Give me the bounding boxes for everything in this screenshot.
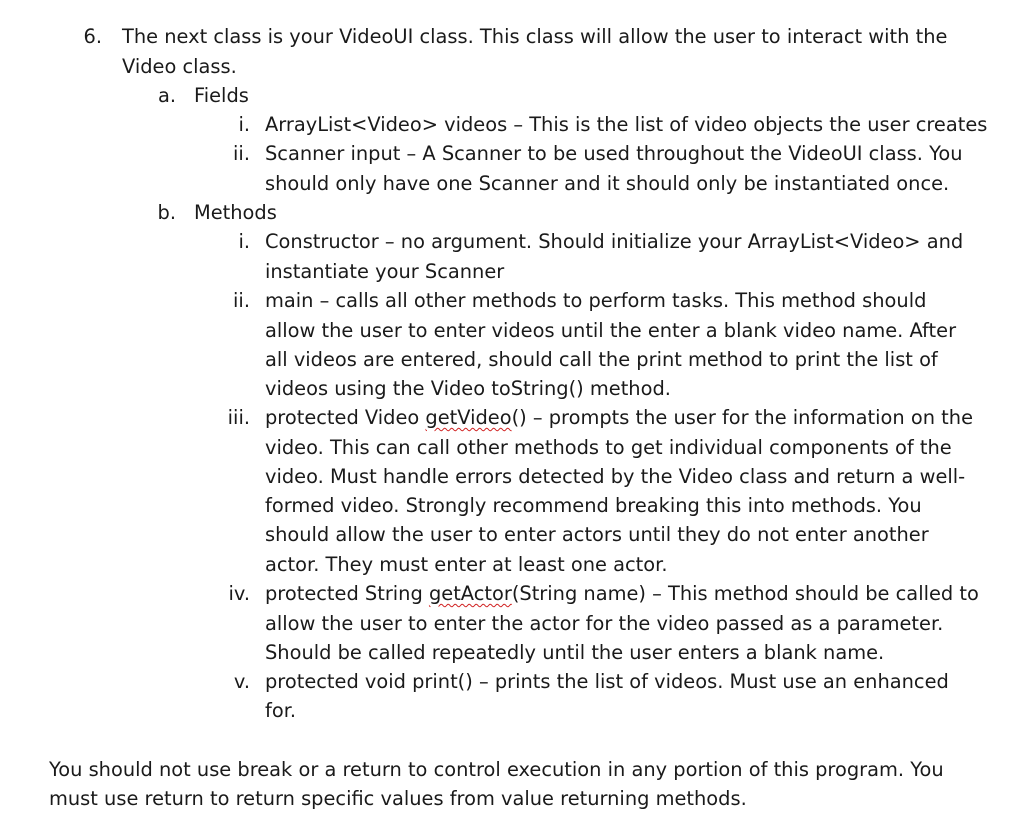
methods-item-3-line-1 (265, 405, 973, 431)
fields-item-2-line-1: Scanner input – A Scanner to be used throughout the VideoUI class. You (265, 142, 963, 165)
methods-item-2-marker: ii. (233, 289, 250, 312)
methods-item-1-line-1: Constructor – no argument. Should initialize your ArrayList<Video> and (265, 230, 964, 253)
fields-heading: Fields (194, 84, 249, 107)
methods-item-3-post: () – prompts the user for the information on the (511, 406, 974, 429)
fields-item-1-line-1: ArrayList<Video> videos – This is the list of video objects the user creates (265, 113, 988, 136)
methods-item-2-line-1: main – calls all other methods to perform tasks. This method should (265, 289, 927, 312)
methods-item-5-line-2: for. (265, 699, 297, 722)
methods-item-3-line-5: should allow the user to enter actors until they do not enter another (265, 523, 929, 546)
item6-line-2: Video class. (122, 55, 237, 78)
methods-item-2-line-4: videos using the Video toString() method. (265, 377, 671, 400)
methods-item-3-line-3: video. Must handle errors detected by the Video class and return a well- (265, 465, 966, 488)
methods-marker: b. (157, 201, 176, 224)
methods-item-3-line-2: video. This can call other methods to get individual components of the (265, 436, 952, 459)
methods-item-3-line-4: formed video. Strongly recommend breaking this into methods. You (265, 494, 922, 517)
methods-item-3-marker: iii. (227, 406, 250, 429)
methods-item-4-line-2: allow the user to enter the actor for the video passed as a parameter. (265, 612, 944, 635)
methods-item-4-pre: protected String (265, 582, 429, 605)
methods-item-2-line-3: all videos are entered, should call the print method to print the list of (265, 348, 938, 371)
methods-item-4-line-3: Should be called repeatedly until the user enters a blank name. (265, 641, 885, 664)
fields-item-2-marker: ii. (233, 142, 250, 165)
methods-item-5-line-1: protected void print() – prints the list of videos. Must use an enhanced (265, 670, 949, 693)
methods-item-1-line-2: instantiate your Scanner (265, 260, 505, 283)
fields-item-2-line-2: should only have one Scanner and it should only be instantiated once. (265, 172, 950, 195)
methods-item-5-marker: v. (233, 670, 250, 693)
methods-item-2-line-2: allow the user to enter videos until the enter a blank video name. After (265, 319, 957, 342)
methods-item-4-post: (String name) – This method should be called to (511, 582, 979, 605)
item6-line-1: The next class is your VideoUI class. This class will allow the user to interact with the (122, 25, 948, 48)
methods-item-1-marker: i. (238, 230, 250, 253)
methods-item-4-marker: iv. (228, 582, 250, 605)
closing-line-2: must use return to return specific values from value returning methods. (49, 787, 747, 810)
methods-item-4-line-1 (265, 581, 979, 607)
methods-heading: Methods (194, 201, 277, 224)
spellcheck-word-getvideo: getVideo (425, 406, 512, 429)
methods-item-3-pre: protected Video (265, 406, 426, 429)
closing-line-1: You should not use break or a return to control execution in any portion of this program. You (49, 758, 944, 781)
fields-item-1-marker: i. (238, 113, 250, 136)
fields-marker: a. (157, 84, 176, 107)
methods-item-3-line-6: actor. They must enter at least one actor. (265, 553, 668, 576)
spellcheck-word-getactor: getActor (428, 582, 512, 605)
item-number: 6. (83, 25, 102, 48)
